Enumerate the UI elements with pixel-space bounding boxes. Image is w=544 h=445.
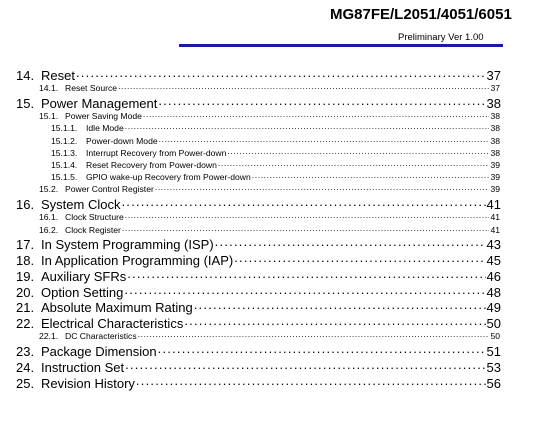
- toc-entry[interactable]: [51, 135, 500, 146]
- toc-entry-number: 22.: [16, 316, 35, 331]
- toc-entry-page: 50: [490, 330, 500, 341]
- toc-leader-dots: [138, 330, 490, 339]
- toc-entry-title: In Application Programming (IAP): [41, 253, 234, 268]
- toc-entry[interactable]: [39, 224, 500, 235]
- toc-entry-page: 39: [490, 171, 500, 182]
- toc-leader-dots: [76, 67, 486, 80]
- toc-leader-dots: [124, 284, 485, 297]
- toc-entry-title: Package Dimension: [41, 344, 157, 359]
- toc-leader-dots: [136, 375, 486, 388]
- toc-entry-page: 37: [490, 82, 500, 93]
- toc-entry-page: 41: [490, 224, 500, 235]
- toc-entry-number: 15.1.1.: [51, 122, 78, 133]
- toc-entry-page: 39: [490, 183, 500, 194]
- toc-leader-dots: [125, 359, 485, 372]
- toc-leader-dots: [121, 196, 485, 209]
- toc-leader-dots: [227, 147, 489, 156]
- toc-entry-number: 24.: [16, 360, 35, 375]
- toc-entry-page: 39: [490, 159, 500, 170]
- toc-entry[interactable]: [39, 211, 500, 222]
- toc-leader-dots: [127, 268, 485, 281]
- toc-entry-number: 15.1.5.: [51, 171, 78, 182]
- toc-entry-title: DC Characteristics: [65, 330, 137, 341]
- toc-entry-page: 45: [486, 253, 501, 268]
- toc-entry-number: 21.: [16, 300, 35, 315]
- toc-entry[interactable]: [16, 359, 501, 375]
- toc-entry-page: 38: [490, 147, 500, 158]
- toc-entry-number: 15.1.: [39, 110, 59, 121]
- toc-entry-number: 15.: [16, 96, 35, 111]
- toc-entry-page: 56: [486, 376, 501, 391]
- toc-entry-title: Option Setting: [41, 285, 124, 300]
- toc-entry-page: 43: [486, 237, 501, 252]
- toc-leader-dots: [159, 135, 490, 144]
- toc-entry-title: Power Control Register: [65, 183, 154, 194]
- toc-entry-page: 37: [486, 68, 501, 83]
- toc-entry-title: GPIO wake-up Recovery from Power-down: [86, 171, 251, 182]
- toc-leader-dots: [118, 82, 489, 91]
- toc-entry-title: Clock Structure: [65, 211, 124, 222]
- toc-entry-page: 38: [486, 96, 501, 111]
- toc-entry-number: 16.1.: [39, 211, 59, 222]
- header-rule: [179, 44, 503, 47]
- toc-entry-page: 53: [486, 360, 501, 375]
- toc-entry-page: 38: [490, 110, 500, 121]
- toc-leader-dots: [234, 252, 485, 265]
- toc-entry-number: 15.1.2.: [51, 135, 78, 146]
- toc-entry-page: 46: [486, 269, 501, 284]
- toc-entry-title: Reset Recovery from Power-down: [86, 159, 217, 170]
- toc-entry-title: Instruction Set: [41, 360, 125, 375]
- toc-entry[interactable]: [16, 299, 501, 315]
- toc-leader-dots: [122, 224, 490, 233]
- toc-entry-title: In System Programming (ISP): [41, 237, 214, 252]
- toc-leader-dots: [218, 159, 490, 168]
- toc-entry-page: 48: [486, 285, 501, 300]
- toc-entry[interactable]: [51, 159, 500, 170]
- toc-entry-number: 15.1.4.: [51, 159, 78, 170]
- toc-entry[interactable]: [51, 147, 500, 158]
- toc-leader-dots: [184, 315, 485, 328]
- toc-entry[interactable]: [39, 183, 500, 194]
- toc-entry[interactable]: [51, 171, 500, 182]
- toc-entry-title: Reset: [41, 68, 75, 83]
- toc-leader-dots: [194, 299, 486, 312]
- document-title: MG87FE/L2051/4051/6051: [330, 6, 512, 23]
- toc-entry-page: 38: [490, 122, 500, 133]
- toc-entry-title: Interrupt Recovery from Power-down: [86, 147, 227, 158]
- toc-entry[interactable]: [51, 122, 500, 133]
- toc-entry-number: 15.1.3.: [51, 147, 78, 158]
- toc-entry[interactable]: [39, 110, 500, 121]
- toc-entry-number: 14.: [16, 68, 35, 83]
- toc-entry-title: Power Management: [41, 96, 158, 111]
- toc-entry[interactable]: [16, 95, 501, 111]
- toc-entry-title: Auxiliary SFRs: [41, 269, 127, 284]
- toc-entry-title: Power Saving Mode: [65, 110, 142, 121]
- toc-entry-number: 19.: [16, 269, 35, 284]
- toc-entry[interactable]: [16, 268, 501, 284]
- toc-entry[interactable]: [16, 196, 501, 212]
- toc-entry-title: Absolute Maximum Rating: [41, 300, 193, 315]
- toc-entry-title: System Clock: [41, 197, 121, 212]
- toc-leader-dots: [158, 95, 485, 108]
- toc-entry-page: 41: [486, 197, 501, 212]
- toc-leader-dots: [125, 122, 490, 131]
- toc-entry-number: 20.: [16, 285, 35, 300]
- toc-entry[interactable]: [16, 375, 501, 391]
- toc-entry-title: Electrical Characteristics: [41, 316, 184, 331]
- toc-entry-page: 51: [486, 344, 501, 359]
- toc-entry[interactable]: [16, 343, 501, 359]
- toc-entry[interactable]: [16, 252, 501, 268]
- version-label: Preliminary Ver 1.00: [398, 32, 484, 43]
- toc-entry-title: Idle Mode: [86, 122, 124, 133]
- toc-entry-number: 22.1.: [39, 330, 59, 341]
- toc-entry[interactable]: [39, 82, 500, 93]
- toc-leader-dots: [125, 211, 490, 220]
- toc-entry-number: 17.: [16, 237, 35, 252]
- toc-entry-number: 14.1.: [39, 82, 59, 93]
- toc-entry-title: Power-down Mode: [86, 135, 158, 146]
- toc-entry-number: 16.2.: [39, 224, 59, 235]
- toc-entry-number: 15.2.: [39, 183, 59, 194]
- toc-entry[interactable]: [16, 236, 501, 252]
- toc-leader-dots: [252, 171, 490, 180]
- toc-entry[interactable]: [16, 315, 501, 331]
- toc-entry-number: 23.: [16, 344, 35, 359]
- toc-entry-page: 41: [490, 211, 500, 222]
- toc-entry-title: Clock Register: [65, 224, 121, 235]
- toc-entry-page: 49: [486, 300, 501, 315]
- toc-leader-dots: [158, 343, 486, 356]
- toc-entry-title: Revision History: [41, 376, 135, 391]
- toc-leader-dots: [143, 110, 490, 119]
- toc-entry-number: 25.: [16, 376, 35, 391]
- toc-entry[interactable]: [39, 330, 500, 341]
- toc-entry-number: 16.: [16, 197, 35, 212]
- toc-entry-page: 38: [490, 135, 500, 146]
- toc-entry-page: 50: [486, 316, 501, 331]
- toc-entry-title: Reset Source: [65, 82, 118, 93]
- toc-leader-dots: [215, 236, 486, 249]
- toc-leader-dots: [155, 183, 490, 192]
- toc-entry[interactable]: [16, 67, 501, 83]
- toc-entry-number: 18.: [16, 253, 35, 268]
- toc-entry[interactable]: [16, 284, 501, 300]
